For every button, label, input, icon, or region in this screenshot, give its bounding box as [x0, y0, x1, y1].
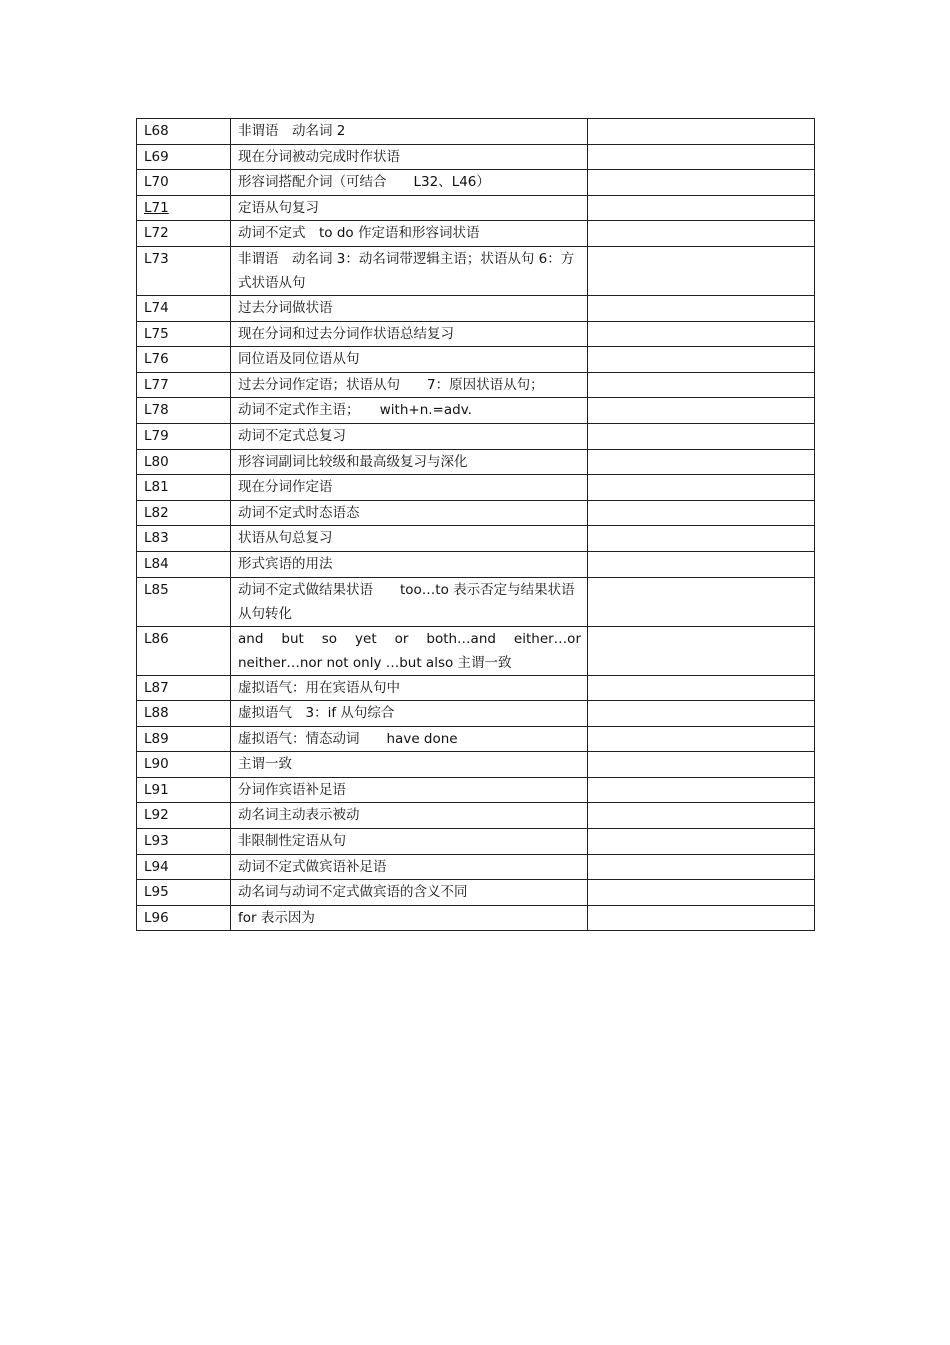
table-row — [137, 449, 815, 475]
notes-cell — [588, 829, 815, 855]
table-row — [137, 144, 815, 170]
notes-cell — [588, 500, 815, 526]
notes-cell — [588, 675, 815, 701]
lesson-code: L80 — [137, 449, 231, 475]
lesson-code: L93 — [137, 829, 231, 855]
table-row — [137, 880, 815, 906]
notes-cell — [588, 423, 815, 449]
lesson-code: L70 — [137, 170, 231, 196]
table-row — [137, 803, 815, 829]
table-row — [137, 347, 815, 373]
lesson-topic: 现在分词被动完成时作状语 — [231, 144, 588, 170]
lesson-topic: 形容词搭配介词（可结合 L32、L46） — [231, 170, 588, 196]
lesson-topic: for 表示因为 — [231, 905, 588, 931]
lesson-topic: 过去分词作定语；状语从句 7：原因状语从句； — [231, 372, 588, 398]
table-row — [137, 701, 815, 727]
notes-cell — [588, 701, 815, 727]
lesson-code: L77 — [137, 372, 231, 398]
lesson-topic: 现在分词作定语 — [231, 475, 588, 501]
table-row — [137, 195, 815, 221]
lesson-code: L89 — [137, 726, 231, 752]
lesson-topic: 非限制性定语从句 — [231, 829, 588, 855]
lesson-code: L68 — [137, 119, 231, 145]
lesson-topic: 同位语及同位语从句 — [231, 347, 588, 373]
notes-cell — [588, 752, 815, 778]
table-row — [137, 726, 815, 752]
lesson-topic-line-1: and but so yet or both…and either…or — [238, 630, 581, 647]
lesson-topic: 动词不定式 to do 作定语和形容词状语 — [231, 221, 588, 247]
table-row — [137, 398, 815, 424]
lesson-code: L96 — [137, 905, 231, 931]
notes-cell — [588, 905, 815, 931]
lesson-code: L79 — [137, 423, 231, 449]
lesson-code: L73 — [137, 246, 231, 295]
lesson-topic: 动词不定式总复习 — [231, 423, 588, 449]
lesson-code: L84 — [137, 551, 231, 577]
lesson-topic: 非谓语 动名词 2 — [231, 119, 588, 145]
table-row — [137, 372, 815, 398]
table-row — [137, 854, 815, 880]
lesson-topic — [231, 626, 588, 675]
lesson-code: L81 — [137, 475, 231, 501]
lesson-topic: 过去分词做状语 — [231, 295, 588, 321]
table-row — [137, 475, 815, 501]
lesson-topic: 虚拟语气：情态动词 have done — [231, 726, 588, 752]
table-row — [137, 626, 815, 675]
lesson-code: L86 — [137, 626, 231, 675]
notes-cell — [588, 144, 815, 170]
notes-cell — [588, 321, 815, 347]
lesson-code: L95 — [137, 880, 231, 906]
table-row — [137, 170, 815, 196]
notes-cell — [588, 170, 815, 196]
lesson-topic: 形式宾语的用法 — [231, 551, 588, 577]
lesson-topic: 现在分词和过去分词作状语总结复习 — [231, 321, 588, 347]
notes-cell — [588, 577, 815, 626]
lesson-code: L74 — [137, 295, 231, 321]
lesson-code: L94 — [137, 854, 231, 880]
lesson-topic: 定语从句复习 — [231, 195, 588, 221]
notes-cell — [588, 854, 815, 880]
lesson-topic: 动词不定式作主语； with+n.=adv. — [231, 398, 588, 424]
notes-cell — [588, 526, 815, 552]
lesson-code: L88 — [137, 701, 231, 727]
table-row — [137, 551, 815, 577]
notes-cell — [588, 626, 815, 675]
notes-cell — [588, 372, 815, 398]
table-row — [137, 752, 815, 778]
lesson-topic: 虚拟语气：用在宾语从句中 — [231, 675, 588, 701]
notes-cell — [588, 803, 815, 829]
lesson-code: L91 — [137, 777, 231, 803]
lesson-topic: 动词不定式做结果状语 too…to 表示否定与结果状语从句转化 — [231, 577, 588, 626]
lesson-code: L78 — [137, 398, 231, 424]
table-row — [137, 829, 815, 855]
table-row — [137, 221, 815, 247]
lesson-table — [136, 118, 815, 931]
lesson-code: L72 — [137, 221, 231, 247]
table-row — [137, 577, 815, 626]
lesson-topic: 动词不定式时态语态 — [231, 500, 588, 526]
notes-cell — [588, 398, 815, 424]
lesson-code: L75 — [137, 321, 231, 347]
table-row — [137, 777, 815, 803]
notes-cell — [588, 475, 815, 501]
lesson-code: L92 — [137, 803, 231, 829]
table-row — [137, 119, 815, 145]
notes-cell — [588, 295, 815, 321]
notes-cell — [588, 551, 815, 577]
lesson-code: L83 — [137, 526, 231, 552]
table-row — [137, 526, 815, 552]
table-row — [137, 295, 815, 321]
lesson-topic: 状语从句总复习 — [231, 526, 588, 552]
lesson-topic: 动词不定式做宾语补足语 — [231, 854, 588, 880]
notes-cell — [588, 195, 815, 221]
lesson-code: L87 — [137, 675, 231, 701]
lesson-code-underlined: L71 — [144, 199, 169, 216]
table-row — [137, 423, 815, 449]
lesson-code: L82 — [137, 500, 231, 526]
lesson-topic: 动名词主动表示被动 — [231, 803, 588, 829]
notes-cell — [588, 777, 815, 803]
notes-cell — [588, 347, 815, 373]
notes-cell — [588, 726, 815, 752]
table-row — [137, 675, 815, 701]
table-row — [137, 905, 815, 931]
table-row — [137, 246, 815, 295]
lesson-code: L69 — [137, 144, 231, 170]
lesson-code: L76 — [137, 347, 231, 373]
lesson-code: L90 — [137, 752, 231, 778]
lesson-topic: 非谓语 动名词 3：动名词带逻辑主语；状语从句 6：方式状语从句 — [231, 246, 588, 295]
notes-cell — [588, 119, 815, 145]
table-row — [137, 321, 815, 347]
lesson-topic-line-2: neither…nor not only …but also 主谓一致 — [238, 654, 512, 671]
lesson-code: L85 — [137, 577, 231, 626]
lesson-topic: 虚拟语气 3：if 从句综合 — [231, 701, 588, 727]
notes-cell — [588, 449, 815, 475]
table-row — [137, 500, 815, 526]
lesson-topic: 动名词与动词不定式做宾语的含义不同 — [231, 880, 588, 906]
lesson-topic: 分词作宾语补足语 — [231, 777, 588, 803]
lesson-topic: 形容词副词比较级和最高级复习与深化 — [231, 449, 588, 475]
notes-cell — [588, 246, 815, 295]
notes-cell — [588, 221, 815, 247]
lesson-code — [137, 195, 231, 221]
notes-cell — [588, 880, 815, 906]
lesson-topic: 主谓一致 — [231, 752, 588, 778]
